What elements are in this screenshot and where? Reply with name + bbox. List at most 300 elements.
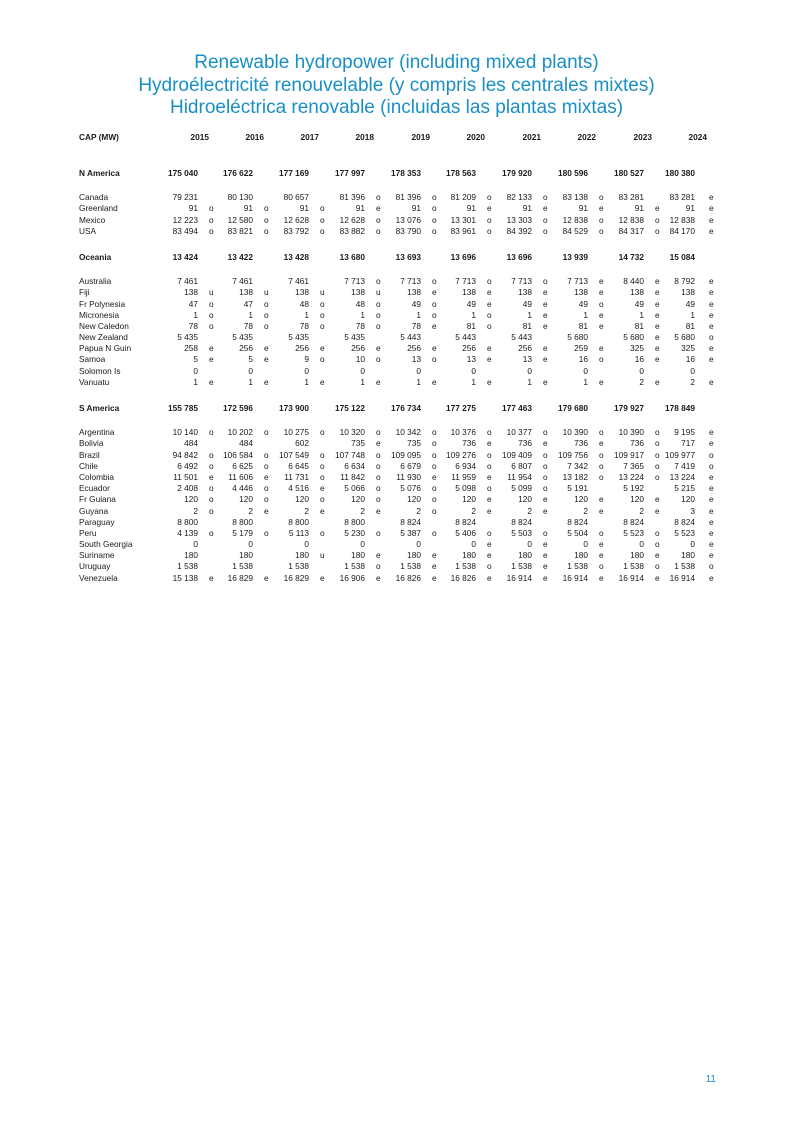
value-flag: e <box>209 572 214 583</box>
capacity-value: 7 365 <box>623 460 644 471</box>
value-flag: e <box>599 343 604 354</box>
value-flag: o <box>599 527 604 538</box>
capacity-value: 49 <box>466 298 476 309</box>
capacity-value: 16 829 <box>283 572 309 583</box>
capacity-value: 47 <box>188 298 198 309</box>
value-flag: o <box>209 527 214 538</box>
capacity-value: 7 461 <box>288 276 309 287</box>
capacity-value: 16 906 <box>339 572 365 583</box>
capacity-value: 179 680 <box>558 403 588 413</box>
capacity-value: 1 <box>416 376 421 387</box>
value-flag: e <box>209 354 214 365</box>
capacity-value: 5 230 <box>344 527 365 538</box>
capacity-value: 12 628 <box>283 214 309 225</box>
capacity-value: 10 <box>355 354 365 365</box>
capacity-value: 13 <box>466 354 476 365</box>
capacity-value: 138 <box>239 287 253 298</box>
value-flag: o <box>209 505 214 516</box>
capacity-value: 1 538 <box>674 561 695 572</box>
year-header: 2024 <box>688 132 707 142</box>
value-flag: o <box>376 320 381 331</box>
value-flag: o <box>543 527 548 538</box>
capacity-value: 7 461 <box>177 276 198 287</box>
year-header: 2023 <box>633 132 652 142</box>
value-flag: o <box>599 298 604 309</box>
value-flag: o <box>543 483 548 494</box>
value-flag: o <box>655 214 660 225</box>
capacity-value: 120 <box>239 494 253 505</box>
capacity-value: 8 824 <box>623 516 644 527</box>
capacity-value: 180 596 <box>558 168 588 178</box>
value-flag: e <box>599 539 604 550</box>
capacity-value: 736 <box>574 438 588 449</box>
capacity-value: 91 <box>578 203 588 214</box>
capacity-value: 717 <box>681 438 695 449</box>
table-row <box>79 472 715 483</box>
capacity-value: 78 <box>411 320 421 331</box>
capacity-value: 83 138 <box>562 192 588 203</box>
capacity-value: 83 882 <box>339 225 365 236</box>
capacity-value: 5 523 <box>674 527 695 538</box>
table-row <box>79 343 715 354</box>
value-flag: o <box>487 527 492 538</box>
value-flag: e <box>320 505 325 516</box>
region-name: S America <box>79 403 120 413</box>
capacity-value: 120 <box>574 494 588 505</box>
capacity-value: 10 342 <box>395 427 421 438</box>
value-flag: o <box>209 460 214 471</box>
capacity-value: 179 927 <box>614 403 644 413</box>
value-flag: e <box>487 471 492 482</box>
capacity-value: 120 <box>407 494 421 505</box>
country-name: Solomon Is <box>79 365 121 376</box>
country-name: Brazil <box>79 449 100 460</box>
capacity-value: 178 563 <box>446 168 476 178</box>
value-flag: e <box>320 572 325 583</box>
capacity-value: 16 914 <box>562 572 588 583</box>
value-flag: e <box>209 471 214 482</box>
value-flag: o <box>376 483 381 494</box>
value-flag: e <box>599 203 604 214</box>
value-flag: o <box>543 192 548 203</box>
value-flag: e <box>487 539 492 550</box>
capacity-value: 91 <box>466 203 476 214</box>
capacity-value: 78 <box>243 320 253 331</box>
capacity-value: 1 <box>527 309 532 320</box>
capacity-value: 16 829 <box>227 572 253 583</box>
value-flag: o <box>655 438 660 449</box>
capacity-value: 180 <box>574 550 588 561</box>
value-flag: o <box>264 203 269 214</box>
table-row <box>79 366 715 377</box>
country-name: Venezuela <box>79 572 118 583</box>
capacity-value: 1 <box>360 309 365 320</box>
row-spacer <box>79 144 715 168</box>
region-name: Oceania <box>79 251 112 262</box>
table-row <box>79 550 715 561</box>
capacity-value: 120 <box>630 494 644 505</box>
value-flag: o <box>376 449 381 460</box>
capacity-value: 79 231 <box>172 192 198 203</box>
capacity-value: 8 800 <box>177 516 198 527</box>
capacity-value: 138 <box>184 287 198 298</box>
table-row <box>79 461 715 472</box>
capacity-value: 81 396 <box>339 192 365 203</box>
capacity-value: 12 838 <box>562 214 588 225</box>
capacity-value: 177 997 <box>335 168 365 178</box>
capacity-value: 2 <box>416 505 421 516</box>
value-flag: u <box>209 287 214 298</box>
value-flag: o <box>264 214 269 225</box>
value-flag: e <box>432 471 437 482</box>
capacity-value: 120 <box>295 494 309 505</box>
country-name: Suriname <box>79 550 115 561</box>
capacity-value: 178 353 <box>391 168 421 178</box>
capacity-value: 258 <box>184 343 198 354</box>
capacity-value: 6 645 <box>288 460 309 471</box>
value-flag: o <box>264 449 269 460</box>
value-flag: e <box>376 343 381 354</box>
value-flag: e <box>487 438 492 449</box>
capacity-value: 0 <box>471 539 476 550</box>
value-flag: e <box>709 550 714 561</box>
value-flag: e <box>376 572 381 583</box>
capacity-value: 81 209 <box>450 192 476 203</box>
capacity-value: 80 657 <box>283 192 309 203</box>
value-flag: o <box>209 214 214 225</box>
value-flag: o <box>432 192 437 203</box>
value-flag: e <box>709 343 714 354</box>
capacity-value: 49 <box>411 298 421 309</box>
capacity-value: 9 <box>304 354 309 365</box>
value-flag: e <box>709 539 714 550</box>
value-flag: o <box>599 561 604 572</box>
table-row <box>79 310 715 321</box>
value-flag: o <box>320 214 325 225</box>
value-flag: e <box>543 561 548 572</box>
capacity-value: 172 596 <box>223 403 253 413</box>
capacity-value: 175 040 <box>168 168 198 178</box>
capacity-value: 180 <box>407 550 421 561</box>
year-header: 2016 <box>245 132 264 142</box>
value-flag: e <box>320 343 325 354</box>
value-flag: o <box>487 192 492 203</box>
country-name: Australia <box>79 276 112 287</box>
capacity-value: 1 <box>690 309 695 320</box>
value-flag: e <box>432 550 437 561</box>
value-flag: o <box>655 225 660 236</box>
value-flag: o <box>599 427 604 438</box>
value-flag: e <box>655 298 660 309</box>
value-flag: e <box>376 505 381 516</box>
capacity-value: 16 <box>634 354 644 365</box>
table-row <box>79 528 715 539</box>
value-flag: e <box>709 494 714 505</box>
value-flag: o <box>432 438 437 449</box>
capacity-value: 84 317 <box>618 225 644 236</box>
capacity-value: 78 <box>188 320 198 331</box>
table-row <box>79 377 715 388</box>
capacity-value: 2 <box>639 505 644 516</box>
capacity-value: 180 <box>518 550 532 561</box>
value-flag: o <box>320 460 325 471</box>
capacity-value: 180 <box>630 550 644 561</box>
capacity-value: 6 807 <box>511 460 532 471</box>
capacity-value: 7 713 <box>567 276 588 287</box>
capacity-value: 736 <box>630 438 644 449</box>
country-name: Fiji <box>79 287 90 298</box>
value-flag: o <box>432 427 437 438</box>
capacity-value: 12 580 <box>227 214 253 225</box>
value-flag: e <box>599 572 604 583</box>
value-flag: o <box>543 449 548 460</box>
value-flag: o <box>487 214 492 225</box>
country-name: Ecuador <box>79 483 110 494</box>
capacity-value: 5 435 <box>288 332 309 343</box>
value-flag: e <box>599 494 604 505</box>
capacity-value: 256 <box>351 343 365 354</box>
capacity-value: 1 <box>193 309 198 320</box>
value-flag: e <box>599 287 604 298</box>
row-spacer <box>79 237 715 252</box>
capacity-value: 2 <box>527 505 532 516</box>
capacity-value: 736 <box>462 438 476 449</box>
value-flag: o <box>655 427 660 438</box>
value-flag: o <box>487 225 492 236</box>
capacity-value: 120 <box>351 494 365 505</box>
value-flag: o <box>599 192 604 203</box>
capacity-value: 13 696 <box>506 251 532 262</box>
capacity-value: 175 122 <box>335 403 365 413</box>
country-name: Vanuatu <box>79 376 110 387</box>
table-row <box>79 203 715 214</box>
capacity-value: 5 680 <box>623 332 644 343</box>
capacity-value: 736 <box>518 438 532 449</box>
value-flag: e <box>264 572 269 583</box>
value-flag: e <box>709 427 714 438</box>
capacity-value: 2 <box>193 505 198 516</box>
capacity-value: 10 377 <box>506 427 532 438</box>
value-flag: o <box>432 276 437 287</box>
value-flag: o <box>264 460 269 471</box>
value-flag: o <box>320 298 325 309</box>
value-flag: o <box>599 354 604 365</box>
capacity-value: 0 <box>248 539 253 550</box>
capacity-value: 1 <box>471 309 476 320</box>
value-flag: o <box>432 225 437 236</box>
value-flag: o <box>487 320 492 331</box>
value-flag: o <box>655 460 660 471</box>
value-flag: o <box>376 460 381 471</box>
capacity-value: 83 494 <box>172 225 198 236</box>
country-name: Peru <box>79 527 97 538</box>
value-flag: e <box>432 376 437 387</box>
value-flag: e <box>655 354 660 365</box>
capacity-value: 84 529 <box>562 225 588 236</box>
capacity-value: 259 <box>574 343 588 354</box>
capacity-value: 14 732 <box>618 251 644 262</box>
capacity-value: 6 492 <box>177 460 198 471</box>
value-flag: o <box>655 449 660 460</box>
value-flag: o <box>487 276 492 287</box>
capacity-value: 180 <box>351 550 365 561</box>
capacity-value: 12 628 <box>339 214 365 225</box>
value-flag: e <box>709 276 714 287</box>
value-flag: e <box>709 438 714 449</box>
value-flag: e <box>543 343 548 354</box>
capacity-value: 0 <box>527 539 532 550</box>
table-row <box>79 192 715 203</box>
unit-label: CAP (MW) <box>79 132 119 142</box>
capacity-value: 5 503 <box>511 527 532 538</box>
value-flag: e <box>655 320 660 331</box>
capacity-value: 91 <box>355 203 365 214</box>
capacity-value: 2 <box>690 376 695 387</box>
capacity-value: 84 392 <box>506 225 532 236</box>
country-name: Canada <box>79 192 109 203</box>
value-flag: e <box>487 376 492 387</box>
value-flag: e <box>264 505 269 516</box>
value-flag: o <box>376 354 381 365</box>
capacity-value: 5 523 <box>623 527 644 538</box>
capacity-value: 5 <box>193 354 198 365</box>
capacity-value: 0 <box>416 539 421 550</box>
capacity-value: 173 900 <box>279 403 309 413</box>
capacity-value: 6 625 <box>232 460 253 471</box>
value-flag: e <box>543 203 548 214</box>
value-flag: e <box>599 505 604 516</box>
value-flag: o <box>376 298 381 309</box>
value-flag: e <box>709 471 714 482</box>
capacity-value: 11 959 <box>451 471 476 482</box>
capacity-value: 7 713 <box>455 276 476 287</box>
capacity-value: 13 680 <box>339 251 365 262</box>
capacity-value: 0 <box>639 365 644 376</box>
value-flag: o <box>599 460 604 471</box>
capacity-value: 1 538 <box>177 561 198 572</box>
value-flag: e <box>655 332 660 343</box>
capacity-value: 13 <box>522 354 532 365</box>
value-flag: e <box>543 438 548 449</box>
capacity-value: 0 <box>360 539 365 550</box>
capacity-value: 10 320 <box>339 427 365 438</box>
capacity-value: 13 693 <box>395 251 421 262</box>
capacity-value: 94 842 <box>172 449 198 460</box>
value-flag: e <box>543 287 548 298</box>
capacity-value: 5 098 <box>455 483 476 494</box>
value-flag: o <box>209 298 214 309</box>
capacity-value: 13 696 <box>450 251 476 262</box>
capacity-value: 0 <box>304 539 309 550</box>
capacity-value: 484 <box>184 438 198 449</box>
capacity-value: 91 <box>243 203 253 214</box>
value-flag: e <box>487 287 492 298</box>
value-flag: o <box>209 225 214 236</box>
value-flag: e <box>487 550 492 561</box>
capacity-value: 1 <box>304 309 309 320</box>
capacity-value: 256 <box>462 343 476 354</box>
value-flag: o <box>320 354 325 365</box>
value-flag: o <box>264 298 269 309</box>
capacity-value: 13 182 <box>562 471 588 482</box>
capacity-value: 107 549 <box>279 449 309 460</box>
table-row <box>79 539 715 550</box>
capacity-value: 16 826 <box>450 572 476 583</box>
country-name: Guyana <box>79 505 109 516</box>
capacity-value: 12 838 <box>618 214 644 225</box>
capacity-value: 109 917 <box>614 449 644 460</box>
value-flag: o <box>376 427 381 438</box>
value-flag: o <box>320 320 325 331</box>
capacity-value: 106 584 <box>223 449 253 460</box>
capacity-value: 5 113 <box>288 527 309 538</box>
value-flag: e <box>655 343 660 354</box>
value-flag: e <box>432 287 437 298</box>
capacity-value: 138 <box>630 287 644 298</box>
capacity-value: 13 224 <box>618 471 644 482</box>
capacity-value: 84 170 <box>669 225 695 236</box>
capacity-value: 78 <box>299 320 309 331</box>
capacity-value: 0 <box>416 365 421 376</box>
country-name: Chile <box>79 460 98 471</box>
capacity-value: 735 <box>351 438 365 449</box>
capacity-value: 1 <box>248 309 253 320</box>
value-flag: o <box>432 460 437 471</box>
capacity-value: 120 <box>681 494 695 505</box>
country-name: New Zealand <box>79 332 128 343</box>
value-flag: e <box>432 343 437 354</box>
capacity-value: 138 <box>518 287 532 298</box>
capacity-value: 180 380 <box>665 168 695 178</box>
table-row <box>79 483 715 494</box>
value-flag: e <box>709 527 714 538</box>
capacity-value: 15 084 <box>669 251 695 262</box>
capacity-value: 13 224 <box>669 471 695 482</box>
capacity-value: 4 139 <box>177 527 198 538</box>
capacity-value: 91 <box>634 203 644 214</box>
capacity-value: 5 076 <box>400 483 421 494</box>
value-flag: e <box>599 320 604 331</box>
value-flag: e <box>487 343 492 354</box>
capacity-value: 6 634 <box>344 460 365 471</box>
value-flag: e <box>320 483 325 494</box>
capacity-value: 256 <box>407 343 421 354</box>
capacity-value: 0 <box>360 365 365 376</box>
capacity-value: 180 <box>462 550 476 561</box>
value-flag: o <box>599 449 604 460</box>
capacity-value: 49 <box>522 298 532 309</box>
capacity-value: 109 095 <box>391 449 421 460</box>
table-row <box>79 494 715 505</box>
capacity-value: 6 679 <box>400 460 421 471</box>
capacity-value: 49 <box>634 298 644 309</box>
capacity-value: 91 <box>522 203 532 214</box>
value-flag: e <box>376 550 381 561</box>
capacity-value: 83 821 <box>227 225 253 236</box>
value-flag: o <box>376 527 381 538</box>
capacity-value: 8 800 <box>232 516 253 527</box>
capacity-value: 256 <box>295 343 309 354</box>
capacity-value: 47 <box>243 298 253 309</box>
year-header: 2017 <box>300 132 319 142</box>
value-flag: o <box>432 494 437 505</box>
value-flag: o <box>376 192 381 203</box>
value-flag: e <box>599 376 604 387</box>
country-name: Micronesia <box>79 309 120 320</box>
capacity-value: 0 <box>471 365 476 376</box>
capacity-value: 107 748 <box>335 449 365 460</box>
capacity-value: 13 303 <box>506 214 532 225</box>
